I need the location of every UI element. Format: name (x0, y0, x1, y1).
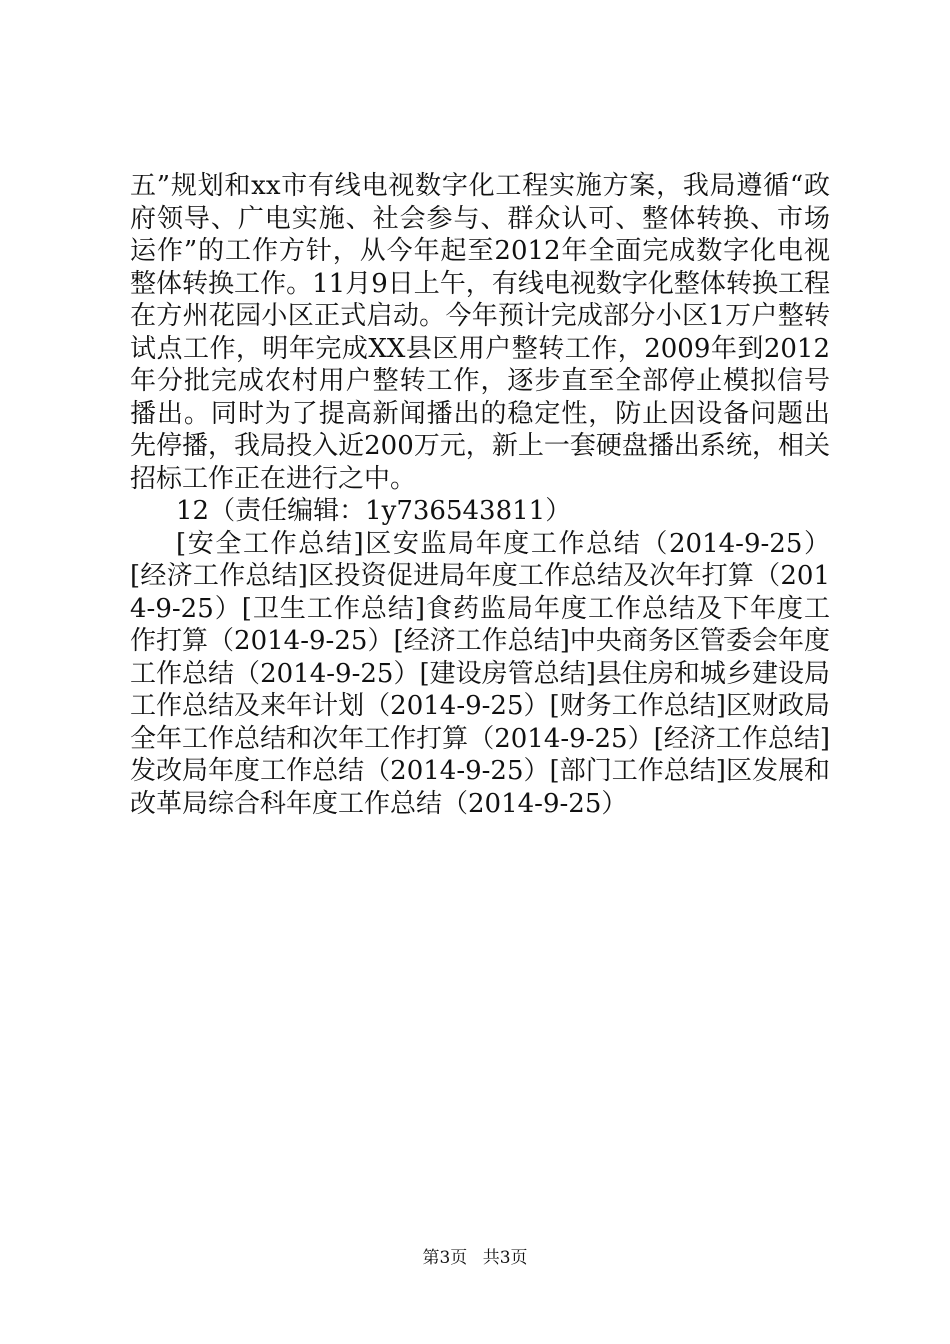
document-body (130, 170, 830, 820)
page-number-total: 共3页 (482, 1248, 528, 1268)
body-paragraph-1: 五”规划和xx市有线电视数字化工程实施方案，我局遵循“政府领导、广电实施、社会参与、群众认可、整体转换、市场运作”的工作方针，从今年起至2012年全面完成数字化电视整体转换工作。11月9日上午，有线电视数字化整体转换工程在方州花园小区正式启动。今年预计完成部分小区1万户整转试点工作，明年完成XX县区用户整转工作，2009年到2012年分批完成农村用户整转工作，逐步直至全部停止模拟信号播出。同时为了提高新闻播出的稳定性，防止因设备问题出先停播，我局投入近200万元，新上一套硬盘播出系统，相关招标工作正在进行之中。 (130, 171, 830, 494)
editor-note: 12（责任编辑：1y736543811） (176, 496, 572, 526)
page-number-current: 第3页 (422, 1248, 468, 1268)
related-articles-paragraph: [安全工作总结]区安监局年度工作总结（2014-9-25）[经济工作总结]区投资促进局年度工作总结及次年打算（2014-9-25）[卫生工作总结]食药监局年度工作总结及下年度工作打算（2014-9-25）[经济工作总结]中央商务区管委会年度工作总结（2014-9-25）[建设房管总结]县住房和城乡建设局工作总结及来年计划（2014-9-25）[财务工作总结]区财政局全年工作总结和次年工作打算（2014-9-25）[经济工作总结]发改局年度工作总结（2014-9-25）[部门工作总结]区发展和改革局综合科年度工作总结（2014-9-25） (130, 528, 830, 819)
page-footer (0, 1243, 950, 1268)
